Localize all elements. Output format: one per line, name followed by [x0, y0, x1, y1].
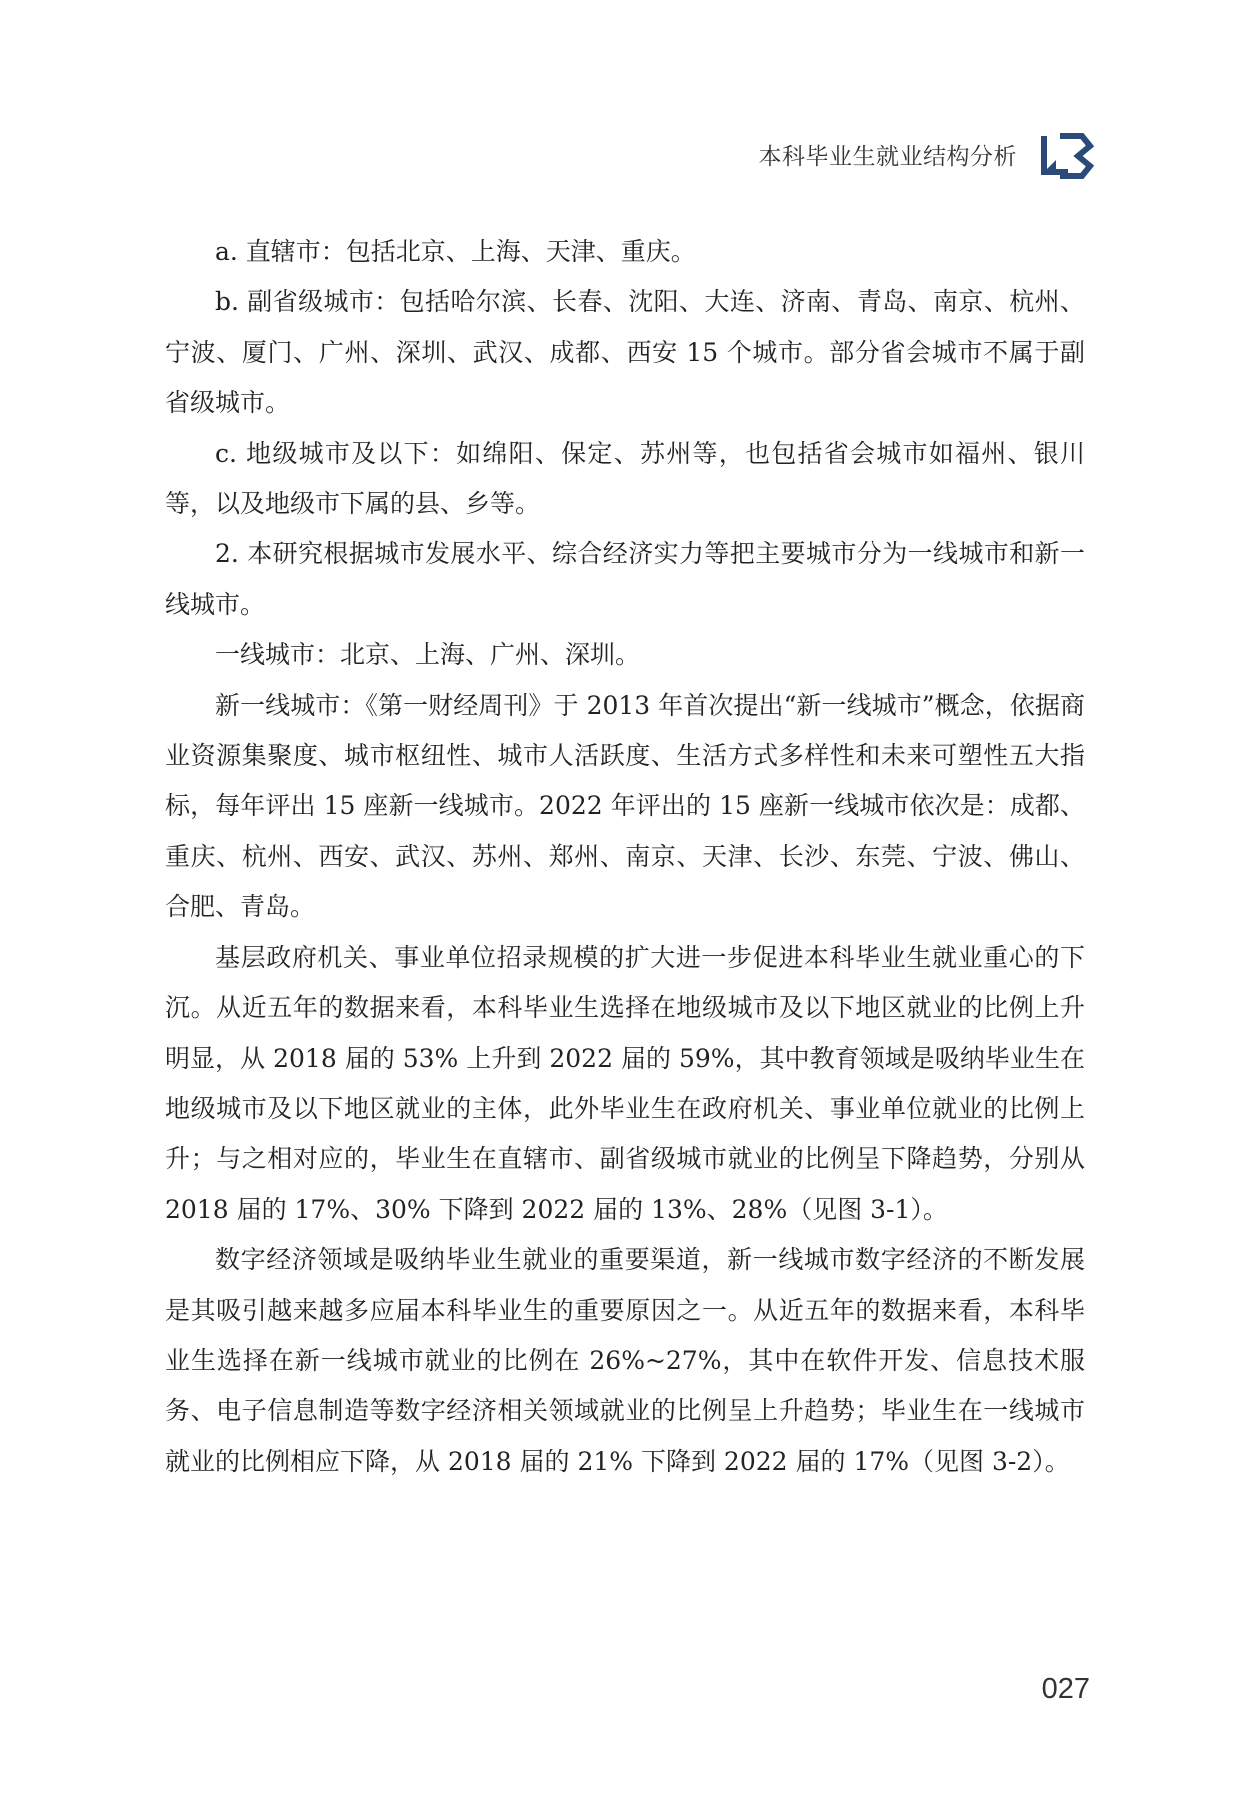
- chapter-bracket-arrow-icon: [1038, 132, 1096, 180]
- paragraph-grassroots-employment: 基层政府机关、事业单位招录规模的扩大进一步促进本科毕业生就业重心的下沉。从近五年的数据来看，本科毕业生选择在地级城市及以下地区就业的比例上升明显，从 2018 届的 53% 上升到 2022 届的 59%，其中教育领域是吸纳毕业生在地级城市及以下地区就业的主体，此外毕业生在政府机关、事业单位就业的比例上升；与之相对应的，毕业生在直辖市、副省级城市就业的比例呈下降趋势，分别从 2018 届的 17%、30% 下降到 2022 届的 13%、28%（见图 3-1）。: [165, 942, 1085, 1224]
- paragraph-city-classification: 2. 本研究根据城市发展水平、综合经济实力等把主要城市分为一线城市和新一线城市。: [165, 539, 1085, 619]
- page-number: 027: [1041, 1673, 1090, 1705]
- paragraph-digital-economy: 数字经济领域是吸纳毕业生就业的重要渠道，新一线城市数字经济的不断发展是其吸引越来越多应届本科毕业生的重要原因之一。从近五年的数据来看，本科毕业生选择在新一线城市就业的比例在 26%~27%，其中在软件开发、信息技术服务、电子信息制造等数字经济相关领域就业的比例呈上升趋势；毕业生在一线城市就业的比例相应下降，从 2018 届的 21% 下降到 2022 届的 17%（见图 3-2）。: [165, 1245, 1085, 1476]
- paragraph-sub-provincial: b. 副省级城市：包括哈尔滨、长春、沈阳、大连、济南、青岛、南京、杭州、宁波、厦门、广州、深圳、武汉、成都、西安 15 个城市。部分省会城市不属于副省级城市。: [165, 287, 1085, 418]
- paragraph-municipality: a. 直辖市：包括北京、上海、天津、重庆。: [215, 237, 696, 266]
- paragraph-prefecture-level: c. 地级城市及以下：如绵阳、保定、苏州等，也包括省会城市如福州、银川等，以及地级市下属的县、乡等。: [165, 438, 1085, 519]
- paragraph-new-first-tier: 新一线城市：《第一财经周刊》于 2013 年首次提出“新一线城市”概念，依据商业资源集聚度、城市枢纽性、城市人活跃度、生活方式多样性和未来可塑性五大指标，每年评出 15 座新一线城市。2022 年评出的 15 座新一线城市依次是：成都、重庆、杭州、西安、武汉、苏州、郑州、南京、天津、长沙、东莞、宁波、佛山、合肥、青岛。: [165, 690, 1085, 922]
- running-header-title: 本科毕业生就业结构分析: [758, 144, 1017, 170]
- paragraph-first-tier: 一线城市：北京、上海、广州、深圳。: [215, 640, 641, 670]
- body-text: [165, 227, 1085, 1487]
